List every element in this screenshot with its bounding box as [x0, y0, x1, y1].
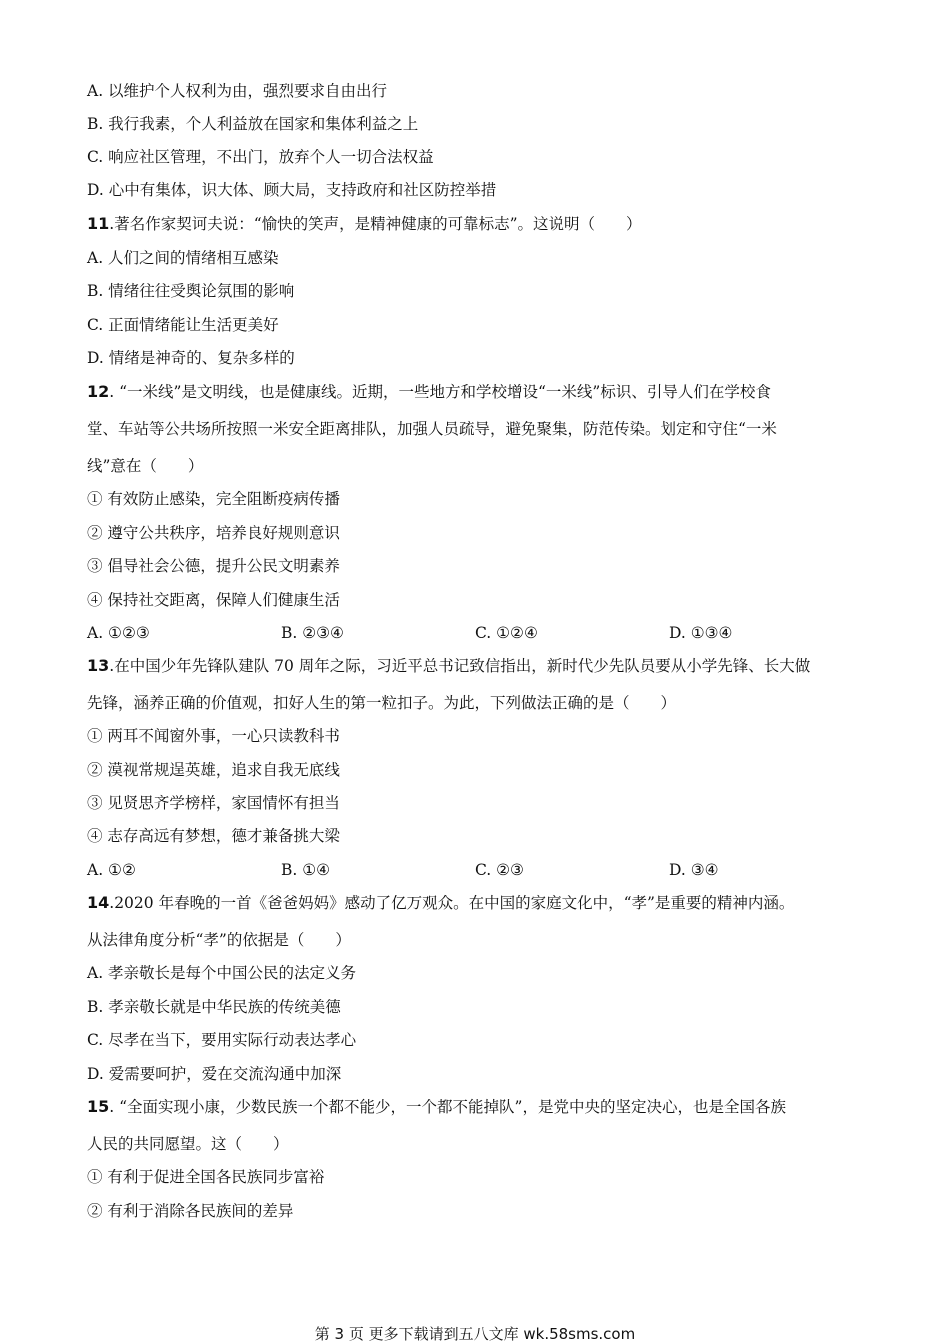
q10-option-a: A. 以维护个人权利为由，强烈要求自由出行 [87, 82, 388, 100]
q14-option-a: A. 孝亲敬长是每个中国公民的法定义务 [87, 964, 357, 982]
q12-options-row [87, 623, 867, 643]
q14-number: 14 [87, 893, 110, 912]
q13-stem-line-1 [87, 656, 810, 676]
q11-option-b: B. 情绪往往受舆论氛围的影响 [87, 282, 295, 300]
q11-option-d: D. 情绪是神奇的、复杂多样的 [87, 349, 295, 367]
q12-item-3: ③ 倡导社会公德，提升公民文明素养 [87, 557, 340, 575]
q12-option-d: D. ①③④ [669, 624, 733, 642]
q10-option-c: C. 响应社区管理，不出门，放弃个人一切合法权益 [87, 148, 434, 166]
q13-option-b: B. ①④ [281, 861, 331, 879]
q11-text: .著名作家契诃夫说：“愉快的笑声，是精神健康的可靠标志”。这说明（ ） [109, 215, 642, 233]
q15-item-2: ② 有利于消除各民族间的差异 [87, 1202, 294, 1220]
q15-item-1: ① 有利于促进全国各民族同步富裕 [87, 1168, 325, 1186]
q12-option-c: C. ①②④ [475, 624, 538, 642]
q13-item-3: ③ 见贤思齐学榜样，家国情怀有担当 [87, 794, 340, 812]
q12-option-b: B. ②③④ [281, 624, 344, 642]
q14-option-b: B. 孝亲敬长就是中华民族的传统美德 [87, 998, 341, 1016]
q15-number: 15 [87, 1097, 110, 1116]
q13-text-1: .在中国少年先锋队建队 70 周年之际，习近平总书记致信指出，新时代少先队员要从小学先锋、长大做 [109, 657, 811, 675]
q14-option-c: C. 尽孝在当下，要用实际行动表达孝心 [87, 1031, 357, 1049]
q12-text-1: . “一米线”是文明线，也是健康线。近期，一些地方和学校增设“一米线”标识、引导人们在学校食 [109, 383, 771, 401]
q13-option-a: A. ①② [87, 861, 136, 879]
q13-option-c: C. ②③ [475, 861, 524, 879]
q13-option-d: D. ③④ [669, 861, 719, 879]
q13-item-2: ② 漠视常规逞英雄，追求自我无底线 [87, 761, 340, 779]
q12-number: 12 [87, 382, 110, 401]
q14-text-1: .2020 年春晚的一首《爸爸妈妈》感动了亿万观众。在中国的家庭文化中，“孝”是重要的精神内涵。 [109, 894, 795, 912]
q13-options-row [87, 860, 867, 880]
q15-stem-line-2: 人民的共同愿望。这（ ） [87, 1135, 289, 1153]
q12-item-1: ① 有效防止感染，完全阻断疫病传播 [87, 490, 340, 508]
q10-option-d: D. 心中有集体，识大体、顾大局，支持政府和社区防控举措 [87, 181, 497, 199]
q15-text-1: . “全面实现小康，少数民族一个都不能少，一个都不能掉队”，是党中央的坚定决心，也是全国各族 [109, 1098, 786, 1116]
q11-option-c: C. 正面情绪能让生活更美好 [87, 316, 279, 334]
q12-option-a: A. ①②③ [87, 624, 150, 642]
q13-stem-line-2: 先锋，涵养正确的价值观，扣好人生的第一粒扣子。为此，下列做法正确的是（ ） [87, 694, 677, 712]
q12-stem-line-1 [87, 382, 771, 402]
q13-item-4: ④ 志存高远有梦想，德才兼备挑大梁 [87, 827, 340, 845]
q14-stem-line-2: 从法律角度分析“孝”的依据是（ ） [87, 931, 351, 949]
q11-option-a: A. 人们之间的情绪相互感染 [87, 249, 279, 267]
q14-option-d: D. 爱需要呵护，爱在交流沟通中加深 [87, 1065, 342, 1083]
q12-item-4: ④ 保持社交距离，保障人们健康生活 [87, 591, 340, 609]
q11-stem [87, 214, 642, 234]
q15-stem-line-1 [87, 1097, 786, 1117]
q12-stem-line-3: 线”意在（ ） [87, 457, 204, 475]
q13-number: 13 [87, 656, 110, 675]
q12-item-2: ② 遵守公共秩序，培养良好规则意识 [87, 524, 340, 542]
q14-stem-line-1 [87, 893, 794, 913]
q12-stem-line-2: 堂、车站等公共场所按照一米安全距离排队，加强人员疏导，避免聚集，防范传染。划定和守住“一米 [87, 420, 777, 438]
q11-number: 11 [87, 214, 110, 233]
page-footer: 第 3 页 更多下载请到五八文库 wk.58sms.com [314, 1325, 636, 1343]
q13-item-1: ① 两耳不闻窗外事，一心只读教科书 [87, 727, 340, 745]
q10-option-b: B. 我行我素，个人利益放在国家和集体利益之上 [87, 115, 419, 133]
